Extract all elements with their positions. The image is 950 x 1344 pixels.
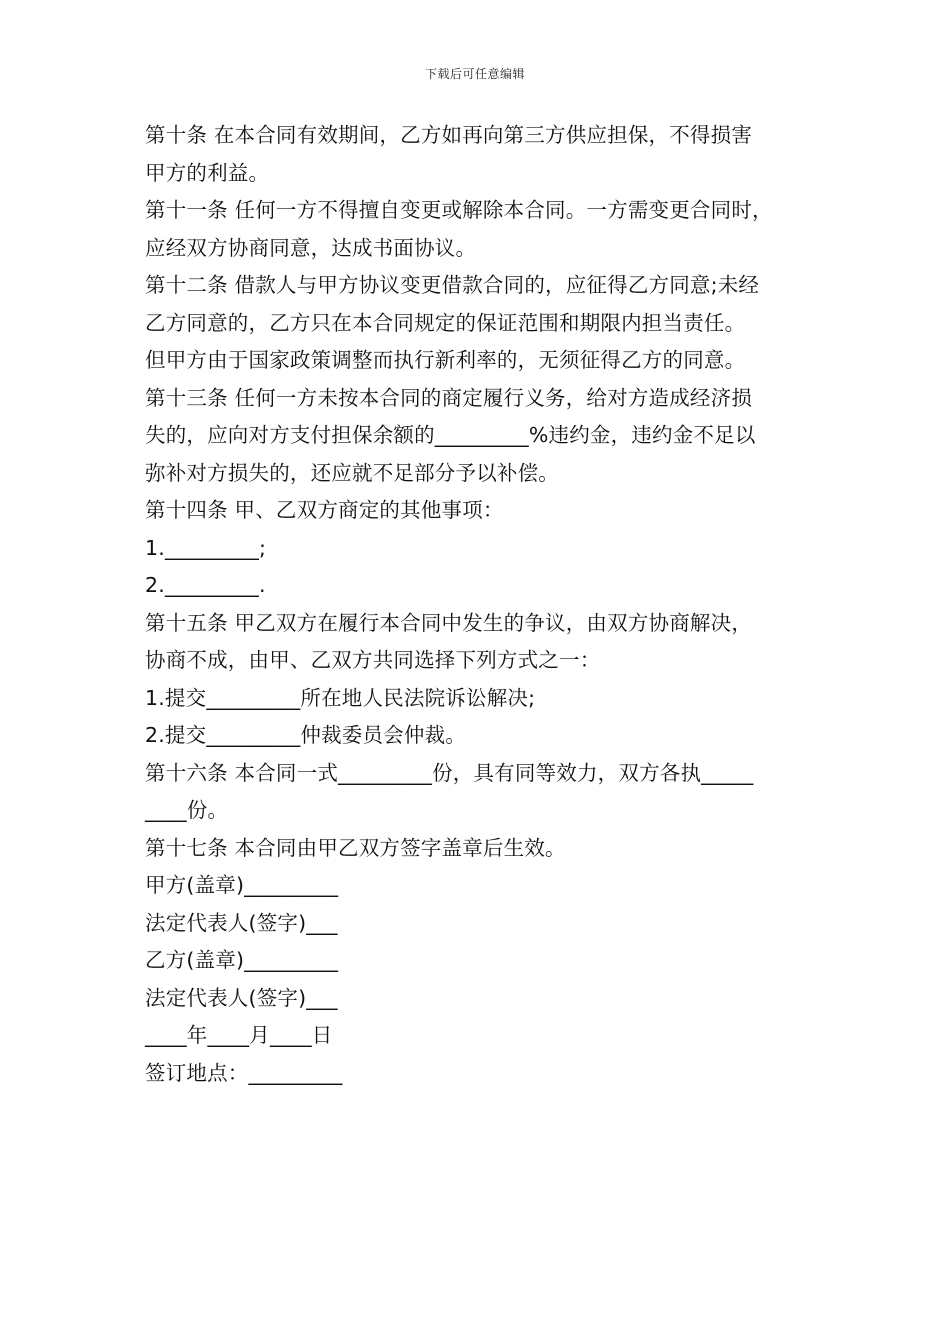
signing-place: 签订地点：_________ <box>145 1060 343 1085</box>
clause-14-item-1: 1._________; <box>145 535 267 560</box>
clause-14-title: 第十四条 甲、乙双方商定的其他事项： <box>145 498 504 522</box>
clause-15-line-1: 第十五条 甲乙双方在履行本合同中发生的争议，由双方协商解决， <box>145 610 753 635</box>
document-body <box>145 117 825 1092</box>
clause-17: 第十七条 本合同由甲乙双方签字盖章后生效。 <box>145 835 566 860</box>
clause-12-line-3: 但甲方由于国家政策调整而执行新利率的，无须征得乙方的同意。 <box>145 348 746 372</box>
clause-15-option-2: 2.提交_________仲裁委员会仲裁。 <box>145 723 467 747</box>
clause-13-line-2: 失的，应向对方支付担保余额的_________%违约金，违约金不足以 <box>145 423 756 447</box>
clause-15-option-1: 1.提交_________所在地人民法院诉讼解决; <box>145 685 536 710</box>
party-b-seal: 乙方(盖章)_________ <box>145 948 339 972</box>
clause-10-line-1: 第十条 在本合同有效期间，乙方如再向第三方供应担保，不得损害 <box>145 123 753 147</box>
clause-13-line-1: 第十三条 任何一方未按本合同的商定履行义务，给对方造成经济损 <box>145 385 753 410</box>
clause-15-line-2: 协商不成，由甲、乙双方共同选择下列方式之一： <box>145 648 601 672</box>
clause-14-item-2: 2._________. <box>145 573 266 597</box>
clause-10-line-2: 甲方的利益。 <box>145 160 270 185</box>
signing-date: ____年____月____日 <box>145 1023 333 1047</box>
clause-11-line-1: 第十一条 任何一方不得擅自变更或解除本合同。一方需变更合同时， <box>145 198 773 222</box>
clause-11-line-2: 应经双方协商同意，达成书面协议。 <box>145 235 477 260</box>
clause-16-line-2: ____份。 <box>145 798 229 822</box>
page-header: 下载后可任意编辑 <box>424 67 525 81</box>
clause-13-line-3: 弥补对方损失的，还应就不足部分予以补偿。 <box>145 460 559 485</box>
clause-12-line-1: 第十二条 借款人与甲方协议变更借款合同的，应征得乙方同意;未经 <box>145 273 760 297</box>
party-a-representative: 法定代表人(签字)___ <box>145 910 338 935</box>
clause-12-line-2: 乙方同意的，乙方只在本合同规定的保证范围和期限内担当责任。 <box>145 310 746 335</box>
clause-16-line-1: 第十六条 本合同一式_________份，具有同等效力，双方各执_____ <box>145 760 754 785</box>
party-a-seal: 甲方(盖章)_________ <box>145 873 339 897</box>
party-b-representative: 法定代表人(签字)___ <box>145 985 338 1010</box>
